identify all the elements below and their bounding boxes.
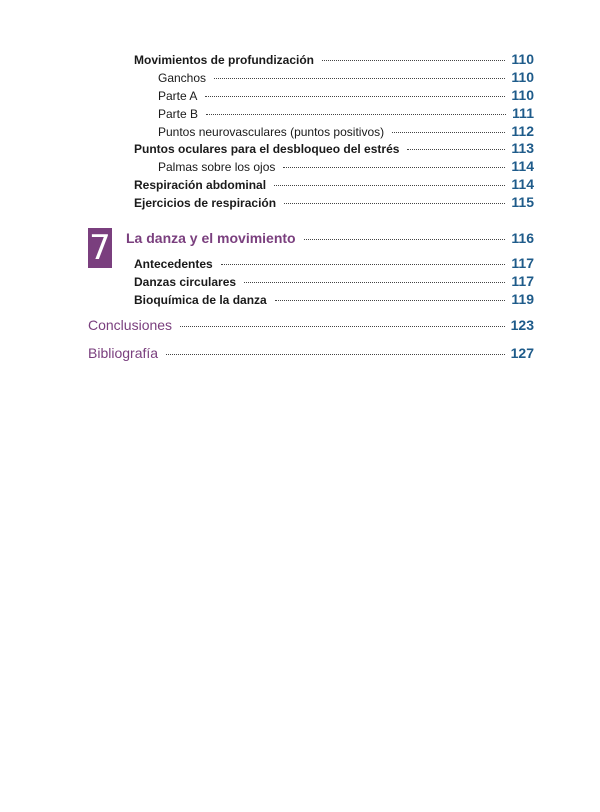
chapter-title: La danza y el movimiento <box>126 230 296 246</box>
dot-leader <box>180 326 505 327</box>
chapter-number-badge: 7 <box>89 228 111 268</box>
toc-entry-label: Ganchos <box>158 71 207 85</box>
dot-leader <box>284 203 505 204</box>
toc-entry[interactable] <box>158 158 534 174</box>
toc-entry-label: Puntos oculares para el desbloqueo del estrés <box>134 142 400 156</box>
toc-entry-label: Bibliografía <box>88 345 159 361</box>
dot-leader <box>205 96 505 97</box>
toc-entry-label: Parte A <box>158 89 198 103</box>
toc-entry[interactable] <box>158 123 534 139</box>
toc-entry[interactable] <box>134 51 534 67</box>
toc-entry-label: Conclusiones <box>88 317 173 333</box>
toc-page-number: 114 <box>511 176 534 192</box>
toc-page-number: 127 <box>510 345 534 361</box>
toc-page-number: 119 <box>511 291 534 307</box>
toc-page-number: 110 <box>511 69 534 85</box>
toc-entry-label: Danzas circulares <box>134 275 237 289</box>
dot-leader <box>304 239 506 240</box>
dot-leader <box>166 354 505 355</box>
toc-entry-label: Movimientos de profundización <box>134 53 315 67</box>
toc-page-number: 116 <box>511 230 534 246</box>
toc-entry[interactable] <box>134 255 534 271</box>
toc-page-number: 111 <box>512 105 534 121</box>
toc-page-number: 113 <box>511 140 534 156</box>
toc-entry-label: Bioquímica de la danza <box>134 293 267 307</box>
toc-entry[interactable] <box>134 140 534 156</box>
dot-leader <box>322 60 505 61</box>
toc-entry-label: Antecedentes <box>134 257 213 271</box>
toc-entry-conclusiones[interactable] <box>88 317 534 333</box>
toc-entry[interactable] <box>158 69 534 85</box>
toc-entry-label: Ejercicios de respiración <box>134 196 277 210</box>
dot-leader <box>206 114 506 115</box>
dot-leader <box>392 132 505 133</box>
toc-entry[interactable] <box>134 291 534 307</box>
dot-leader <box>283 167 505 168</box>
dot-leader <box>214 78 505 79</box>
dot-leader <box>275 300 506 301</box>
toc-page-number: 114 <box>511 158 534 174</box>
toc-entry[interactable] <box>158 105 534 121</box>
toc-entry-label: Palmas sobre los ojos <box>158 160 276 174</box>
toc-page-number: 117 <box>511 255 534 271</box>
toc-page-number: 112 <box>511 123 534 139</box>
toc-entry[interactable] <box>158 87 534 103</box>
dot-leader <box>274 185 505 186</box>
toc-entry-bibliografia[interactable] <box>88 345 534 361</box>
toc-page-number: 123 <box>510 317 534 333</box>
dot-leader <box>244 282 505 283</box>
toc-page-number: 115 <box>511 194 534 210</box>
toc-entry-label: Respiración abdominal <box>134 178 267 192</box>
toc-entry[interactable] <box>134 194 534 210</box>
toc-entry-label: Parte B <box>158 107 199 121</box>
toc-page-number: 117 <box>511 273 534 289</box>
toc-entry[interactable] <box>134 273 534 289</box>
dot-leader <box>221 264 506 265</box>
toc-page-number: 110 <box>511 51 534 67</box>
dot-leader <box>407 149 505 150</box>
toc-entry-label: Puntos neurovasculares (puntos positivos) <box>158 125 385 139</box>
toc-page-number: 110 <box>511 87 534 103</box>
chapter-entry[interactable] <box>126 230 534 246</box>
toc-entry[interactable] <box>134 176 534 192</box>
